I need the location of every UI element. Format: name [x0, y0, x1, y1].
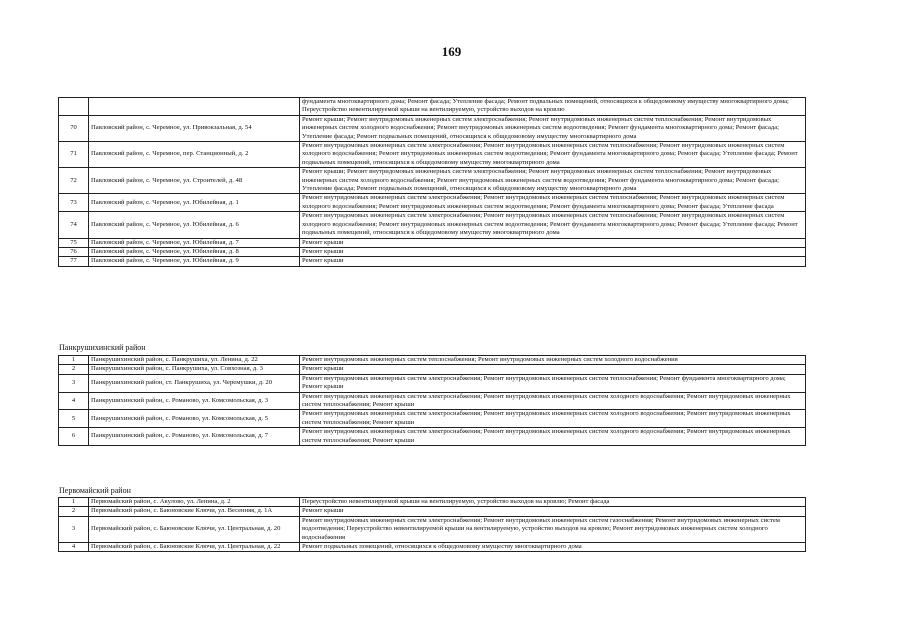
table-row: [59, 212, 806, 238]
row-works: Ремонт внутридомовых инженерных систем электроснабжения; Ремонт внутридомовых инженерных систем теплоснабжения; Ремонт внутридомовых инженерных систем холодного водоснабжения; Ремонт внутридомовых инженерных систем водоотведения; Ремонт фундамента многоквартирного дома; Ремонт фасада; Утепление фасада: [300, 194, 806, 212]
row-address: Павловский район, с. Черемное, пер. Станционный, д. 2: [89, 142, 300, 168]
row-works: Ремонт крыши; Ремонт внутридомовых инженерных систем электроснабжения; Ремонт внутридомовых инженерных систем теплоснабжения; Ремонт внутридомовых инженерных систем холодного водоснабжения; Ремонт внутридомовых инженерных систем водоотведения; Ремонт фундамента многоквартирного дома; Ремонт фасада; Утепление фасада; Ремонт подвальных помещений, относящихся к общедомовому имуществу многоквартирного дома: [300, 115, 806, 141]
row-number: 75: [59, 238, 89, 247]
district-title: Первомайский район: [59, 486, 131, 495]
repair-table-pavlovsky: [58, 97, 806, 267]
row-number: 6: [59, 428, 89, 446]
row-number: 1: [59, 498, 89, 507]
page-number: 169: [441, 44, 462, 59]
row-address: Панкрушихинский район, с. Романово, ул. Комсомольская, д. 7: [89, 428, 300, 446]
row-number: 1: [59, 356, 89, 365]
row-works: Ремонт подвальных помещений, относящихся к общедомовому имуществу многоквартирного дома: [300, 543, 806, 552]
row-works: Ремонт крыши: [300, 365, 806, 374]
row-works: Ремонт внутридомовых инженерных систем электроснабжения; Ремонт внутридомовых инженерных систем теплоснабжения; Ремонт внутридомовых инженерных систем холодного водоснабжения; Ремонт внутридомовых инженерных систем водоотведения; Ремонт фундамента многоквартирного дома; Ремонт фасада; Утепление фасада; Ремонт подвальных помещений, относящихся к общедомовому имуществу многоквартирного дома: [300, 212, 806, 238]
row-number: 2: [59, 365, 89, 374]
row-address: Павловский район, с. Черемное, ул. Юбилейная, д. 7: [89, 238, 300, 247]
table-row: [59, 507, 806, 516]
row-number: 72: [59, 168, 89, 194]
table-body: [59, 498, 806, 552]
table-row: [59, 365, 806, 374]
repair-table-pervomaysky: [58, 497, 806, 552]
row-number: 73: [59, 194, 89, 212]
row-works: Ремонт крыши: [300, 257, 806, 266]
row-address: Панкрушихинский район, ст. Панкрушиха, ул. Черемушки, д. 20: [89, 374, 300, 392]
row-number: [59, 98, 89, 116]
row-works: Ремонт крыши: [300, 247, 806, 256]
row-address: [89, 98, 300, 116]
table-row: [59, 374, 806, 392]
table-body: [59, 356, 806, 446]
row-address: Первомайский район, с. Баюновские Ключи, ул. Центральная, д. 22: [89, 543, 300, 552]
row-address: Павловский район, с. Черемное, ул. Юбилейная, д. 1: [89, 194, 300, 212]
row-number: 5: [59, 410, 89, 428]
row-address: Первомайский район, с. Акулово, ул. Ленина, д. 2: [89, 498, 300, 507]
row-address: Павловский район, с. Черемное, ул. Юбилейная, д. 6: [89, 212, 300, 238]
table-row: [59, 142, 806, 168]
row-works: Ремонт внутридомовых инженерных систем теплоснабжения; Ремонт внутридомовых инженерных систем холодного водоснабжения: [300, 356, 806, 365]
table-row: [59, 115, 806, 141]
table-row: [59, 194, 806, 212]
district-title: Панкрушихинский район: [59, 343, 146, 352]
row-works: фундамента многоквартирного дома; Ремонт фасада; Утепление фасада; Ремонт подвальных помещений, относящихся к общедомовому имуществу многоквартирного дома; Переустройство невентилируемой крыши на вентилируемую, устройство выходов на кровлю: [300, 98, 806, 116]
table-row: [59, 543, 806, 552]
table-row: [59, 168, 806, 194]
table-row: [59, 410, 806, 428]
row-number: 2: [59, 507, 89, 516]
row-works: Ремонт крыши: [300, 507, 806, 516]
row-address: Павловский район, с. Черемное, ул. Строителей, д. 48: [89, 168, 300, 194]
row-works: Переустройство невентилируемой крыши на вентилируемую, устройство выходов на кровлю; Ремонт фасада: [300, 498, 806, 507]
row-works: Ремонт внутридомовых инженерных систем электроснабжения; Ремонт внутридомовых инженерных систем теплоснабжения; Ремонт фундамента многоквартирного дома; Ремонт крыши: [300, 374, 806, 392]
row-works: Ремонт внутридомовых инженерных систем электроснабжения; Ремонт внутридомовых инженерных систем холодного водоснабжения; Ремонт внутридомовых инженерных систем теплоснабжения; Ремонт крыши: [300, 410, 806, 428]
table-row: [59, 257, 806, 266]
row-works: Ремонт внутридомовых инженерных систем электроснабжения; Ремонт внутридомовых инженерных систем теплоснабжения; Ремонт внутридомовых инженерных систем холодного водоснабжения; Ремонт внутридомовых инженерных систем водоотведения; Ремонт фундамента многоквартирного дома; Ремонт фасада; Утепление фасада; Ремонт подвальных помещений, относящихся к общедомовому имуществу многоквартирного дома: [300, 142, 806, 168]
table-row: [59, 98, 806, 116]
row-number: 74: [59, 212, 89, 238]
row-works: Ремонт внутридомовых инженерных систем электроснабжения; Ремонт внутридомовых инженерных систем холодного водоснабжения; Ремонт внутридомовых инженерных систем теплоснабжения; Ремонт крыши: [300, 392, 806, 410]
row-number: 4: [59, 543, 89, 552]
row-address: Панкрушихинский район, с. Романово, ул. Комсомольская, д. 5: [89, 410, 300, 428]
row-address: Первомайский район, с. Баюновские Ключи, ул. Центральная, д. 20: [89, 516, 300, 542]
row-number: 70: [59, 115, 89, 141]
row-works: Ремонт внутридомовых инженерных систем электроснабжения; Ремонт внутридомовых инженерных систем холодного водоснабжения; Ремонт внутридомовых инженерных систем теплоснабжения; Ремонт крыши: [300, 428, 806, 446]
table-row: [59, 516, 806, 542]
row-number: 76: [59, 247, 89, 256]
row-number: 77: [59, 257, 89, 266]
row-address: Панкрушихинский район, с. Романово, ул. Комсомольская, д. 3: [89, 392, 300, 410]
row-works: Ремонт внутридомовых инженерных систем электроснабжения; Ремонт внутридомовых инженерных систем газоснабжения; Ремонт внутридомовых инженерных систем водоотведения; Переустройство невентилируемой крыши на вентилируемую, устройство выходов на кровлю; Ремонт внутридомовых инженерных систем холодного водоснабжения: [300, 516, 806, 542]
table-row: [59, 247, 806, 256]
row-works: Ремонт крыши: [300, 238, 806, 247]
row-number: 71: [59, 142, 89, 168]
table-row: [59, 392, 806, 410]
table-row: [59, 238, 806, 247]
row-address: Панкрушихинский район, с. Панкрушиха, ул. Совхозная, д. 3: [89, 365, 300, 374]
row-works: Ремонт крыши; Ремонт внутридомовых инженерных систем электроснабжения; Ремонт внутридомовых инженерных систем теплоснабжения; Ремонт внутридомовых инженерных систем холодного водоснабжения; Ремонт внутридомовых инженерных систем водоотведения; Ремонт фундамента многоквартирного дома; Ремонт фасада; Утепление фасада; Ремонт подвальных помещений, относящихся к общедомовому имуществу многоквартирного дома: [300, 168, 806, 194]
repair-table-pankrushikhinsky: [58, 355, 806, 446]
row-address: Павловский район, с. Черемное, ул. Юбилейная, д. 8: [89, 247, 300, 256]
table-body: [59, 98, 806, 267]
row-number: 3: [59, 516, 89, 542]
row-number: 4: [59, 392, 89, 410]
table-row: [59, 428, 806, 446]
table-row: [59, 498, 806, 507]
row-address: Первомайский район, с. Баюновские Ключи, ул. Весенняя, д. 1А: [89, 507, 300, 516]
row-address: Панкрушихинский район, с. Панкрушиха, ул. Ленина, д. 22: [89, 356, 300, 365]
table-row: [59, 356, 806, 365]
row-address: Павловский район, с. Черемное, ул. Юбилейная, д. 9: [89, 257, 300, 266]
row-number: 3: [59, 374, 89, 392]
row-address: Павловский район, с. Черемное, ул. Привокзальная, д. 54: [89, 115, 300, 141]
